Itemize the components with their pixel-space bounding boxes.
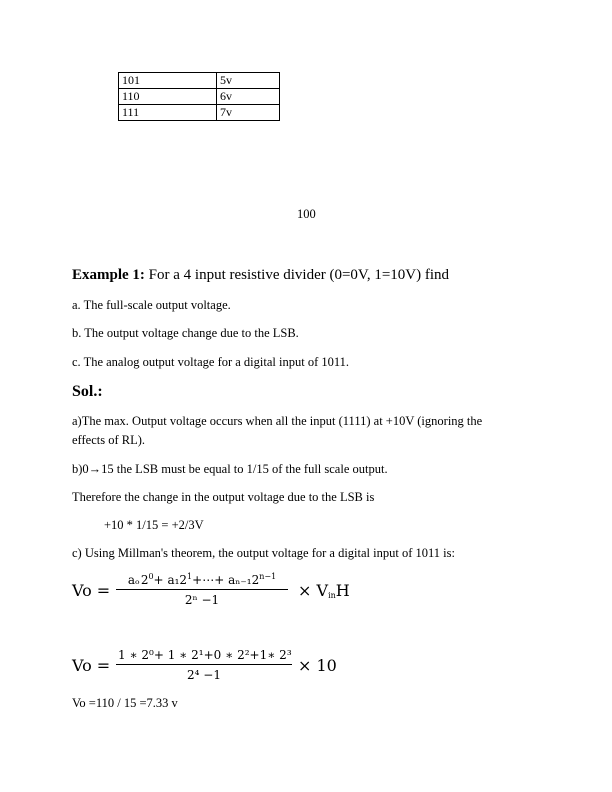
table-row (119, 105, 280, 121)
solution-therefore: Therefore the change in the output voltage due to the LSB is (72, 490, 375, 504)
table-cell-code: 110 (119, 89, 217, 105)
solution-c-line: c) Using Millman's theorem, the output voltage for a digital input of 1011 is: (72, 546, 455, 560)
solution-a-line1: a)The max. Output voltage occurs when all the input (1111) at +10V (ignoring the (72, 414, 483, 428)
formula1-denominator: 2ⁿ −1 (184, 593, 220, 607)
formula1-fraction (116, 573, 288, 607)
formula2-rhs: × 10 (298, 656, 337, 675)
formula1-lhs: Vo = (72, 581, 111, 600)
table-row (119, 89, 280, 105)
example-item-c: c. The analog output voltage for a digital input of 1011. (72, 355, 350, 369)
result-line: Vo =110 / 15 =7.33 v (72, 696, 178, 710)
page-number: 100 (297, 207, 316, 221)
table-cell-code: 101 (119, 73, 217, 89)
table-cell-voltage: 7v (217, 105, 280, 121)
formula2-denominator: 2⁴ −1 (187, 668, 221, 682)
table-cell-voltage: 6v (217, 89, 280, 105)
example-label: Example 1: (72, 267, 145, 283)
formula2-fraction (116, 648, 292, 682)
table-row (119, 73, 280, 89)
formula2-lhs: Vo = (72, 656, 111, 675)
solution-heading: Sol.: (72, 383, 103, 400)
example-item-a: a. The full-scale output voltage. (72, 298, 231, 312)
lsb-equation: +10 * 1/15 = +2/3V (104, 518, 204, 532)
solution-b-line: b)0→15 the LSB must be equal to 1/15 of the full scale output. (72, 462, 388, 476)
formula1-numerator: aₒ $2^0+$ $a_12^1+\cdots+ a_{n-1}2^{n-1}$ (127, 572, 277, 587)
example-text: For a 4 input resistive divider (0=0V, 1=10V) find (144, 267, 450, 283)
example-heading (72, 267, 449, 284)
table-cell-code: 111 (119, 105, 217, 121)
solution-a-line2: effects of RL). (72, 433, 146, 447)
example-item-b: b. The output voltage change due to the LSB. (72, 326, 299, 340)
formula2-numerator: 1 ∗ 2⁰+ 1 ∗ 2¹+0 ∗ 2²+1∗ 2³ (118, 648, 292, 662)
table-cell-voltage: 5v (217, 73, 280, 89)
formula1-rhs: × $V_{in}H$ (298, 581, 350, 600)
truth-table (118, 72, 280, 121)
